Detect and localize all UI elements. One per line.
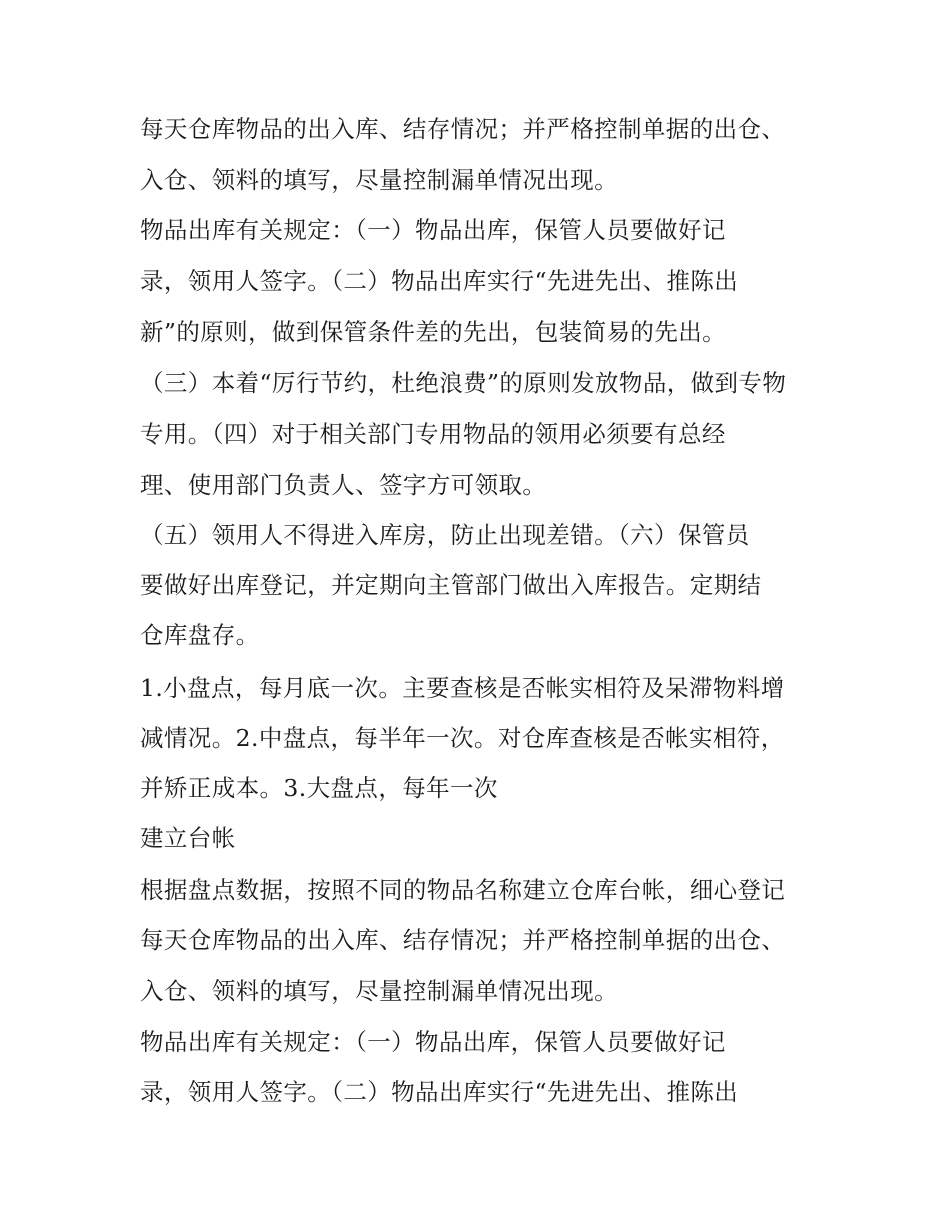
- text-line: 1.小盘点，每月底一次。主要查核是否帐实相符及呆滞物料增: [140, 674, 785, 702]
- text-line: 建立台帐: [140, 824, 236, 852]
- text-line: 专用。（四）对于相关部门专用物品的领用必须要有总经: [140, 420, 726, 448]
- text-line: 新”的原则，做到保管条件差的先出，包装简易的先出。: [140, 318, 727, 346]
- text-line: 仓库盘存。: [140, 621, 260, 649]
- text-line: （五）领用人不得进入库房，防止出现差错。（六）保管员: [140, 521, 750, 549]
- text-line: 根据盘点数据，按照不同的物品名称建立仓库台帐，细心登记: [140, 876, 786, 904]
- text-line: 每天仓库物品的出入库、结存情况；并严格控制单据的出仓、: [140, 115, 786, 143]
- text-line: 减情况。2.中盘点，每半年一次。对仓库查核是否帐实相符，: [140, 724, 785, 752]
- text-line: 物品出库有关规定：（一）物品出库，保管人员要做好记: [140, 216, 726, 244]
- text-line: 入仓、领料的填写，尽量控制漏单情况出现。: [140, 977, 618, 1005]
- text-line: 物品出库有关规定：（一）物品出库，保管人员要做好记: [140, 1028, 726, 1056]
- text-line: （三）本着“厉行节约，杜绝浪费”的原则发放物品，做到专物: [140, 369, 787, 397]
- text-line: 要做好出库登记，并定期向主管部门做出入库报告。定期结: [140, 571, 762, 599]
- text-line: 录，领用人签字。（二）物品出库实行“先进先出、推陈出: [140, 267, 739, 295]
- text-line: 并矫正成本。3.大盘点，每年一次: [140, 774, 498, 802]
- text-line: 理、使用部门负责人、签字方可领取。: [140, 471, 547, 499]
- text-line: 每天仓库物品的出入库、结存情况；并严格控制单据的出仓、: [140, 926, 786, 954]
- text-line: 入仓、领料的填写，尽量控制漏单情况出现。: [140, 166, 618, 194]
- text-line: 录，领用人签字。（二）物品出库实行“先进先出、推陈出: [140, 1078, 739, 1106]
